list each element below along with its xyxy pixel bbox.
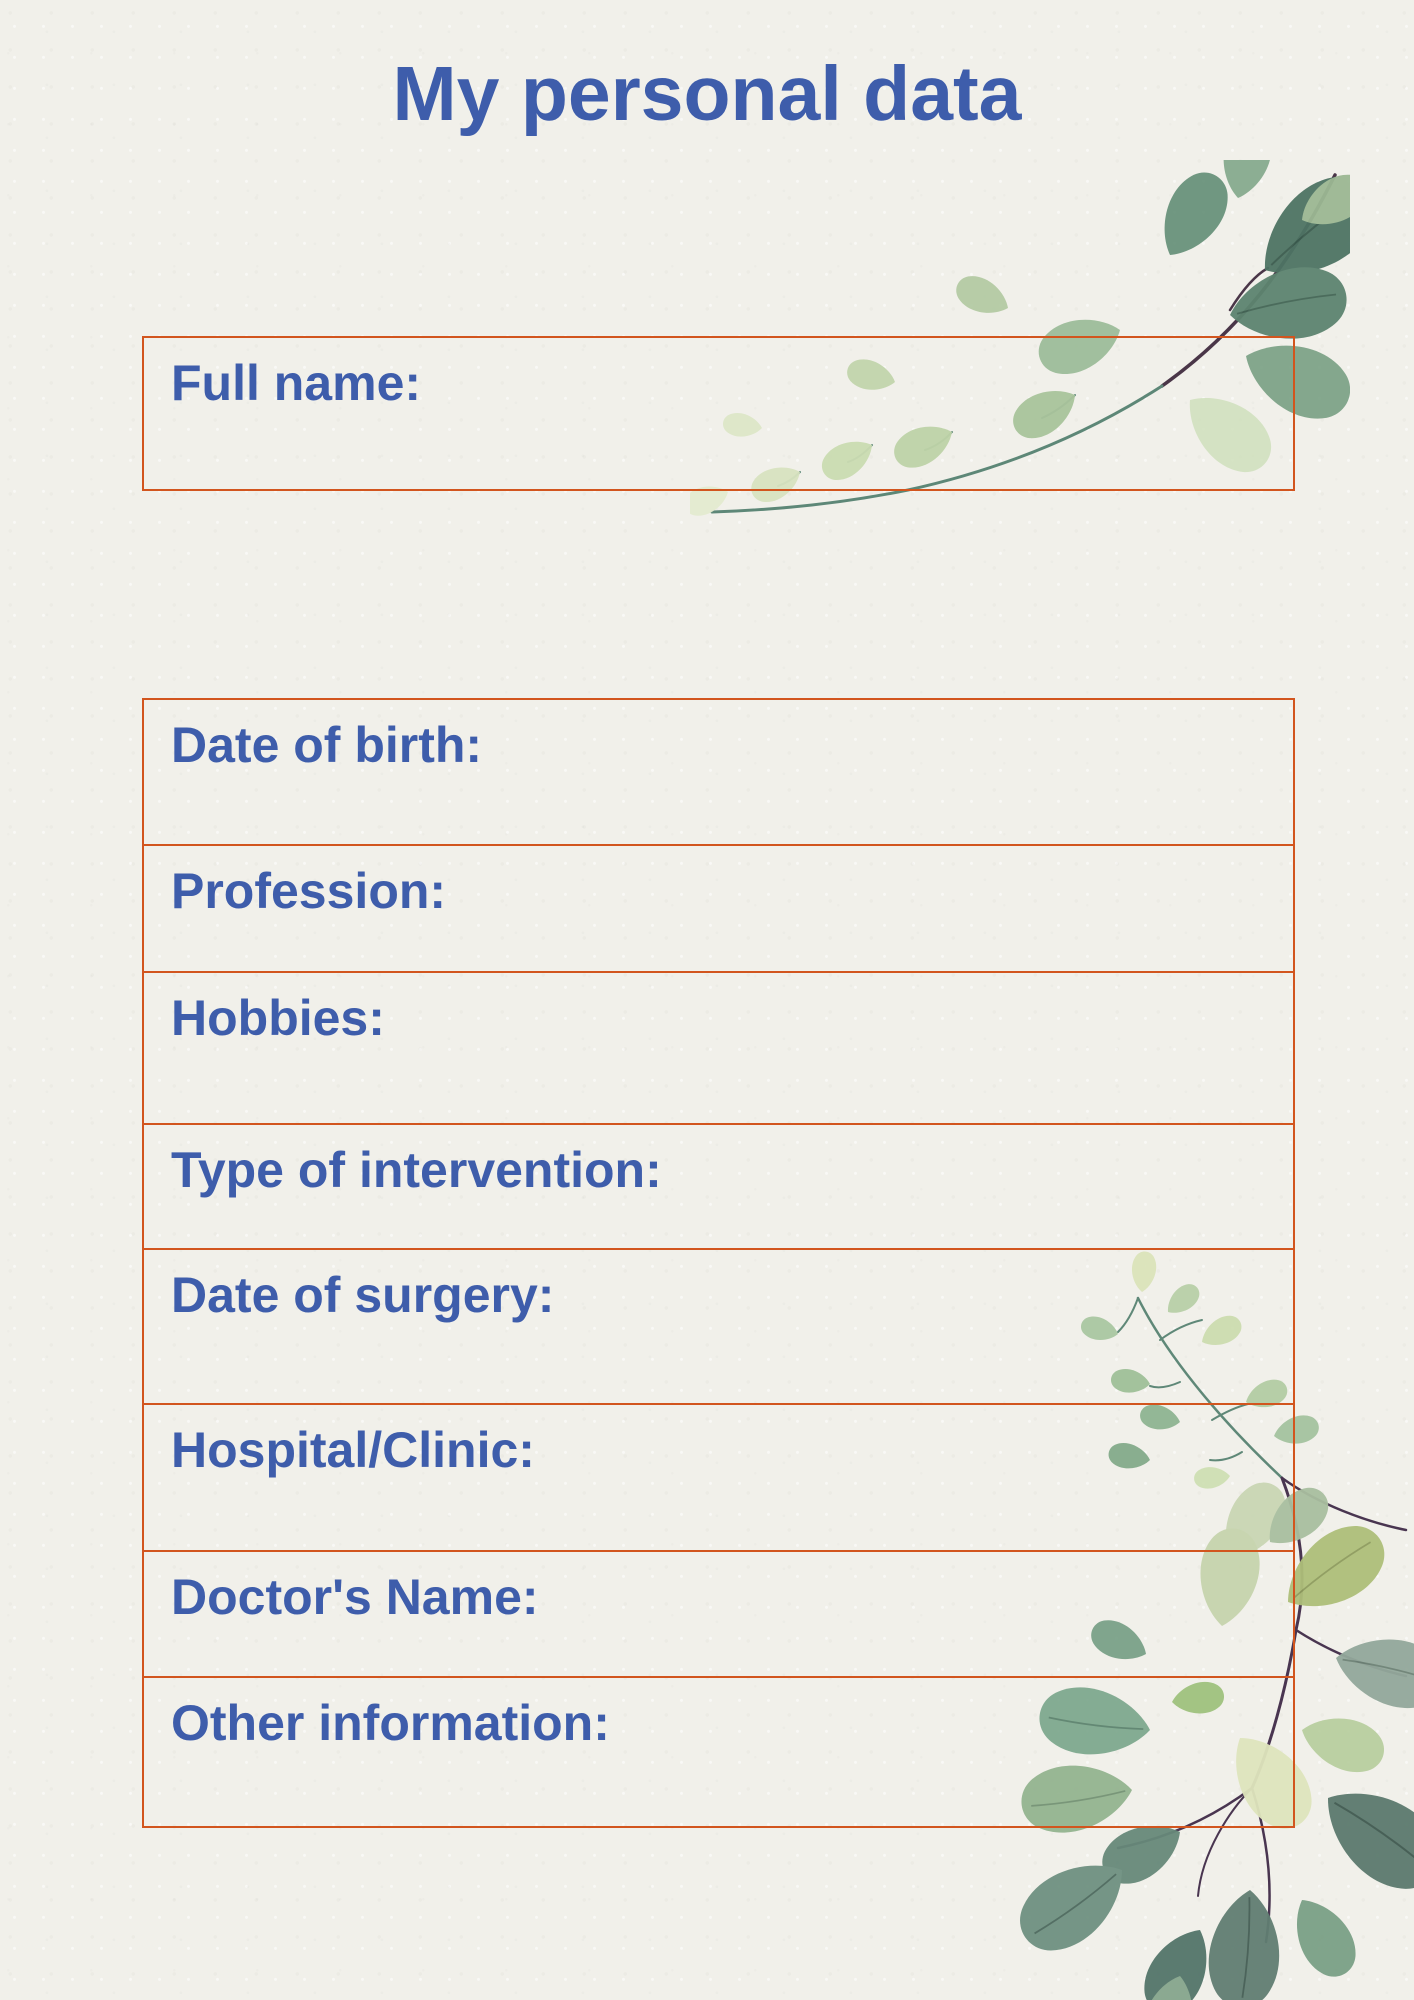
page-title: My personal data <box>392 51 1022 137</box>
field-label: Doctor's Name: <box>171 1569 539 1625</box>
field-row-date-of-surgery[interactable] <box>144 1250 1293 1405</box>
full-name-field[interactable] <box>142 336 1295 491</box>
field-row-hospital-clinic[interactable] <box>144 1405 1293 1552</box>
field-row-hobbies[interactable] <box>144 973 1293 1125</box>
field-row-other-information[interactable] <box>144 1678 1293 1826</box>
field-row-profession[interactable] <box>144 846 1293 973</box>
field-label: Date of birth: <box>171 717 483 773</box>
field-label: Hospital/Clinic: <box>171 1422 535 1478</box>
field-row-doctors-name[interactable] <box>144 1552 1293 1678</box>
field-label: Type of intervention: <box>171 1142 662 1198</box>
field-label: Profession: <box>171 863 447 919</box>
field-row-date-of-birth[interactable] <box>144 700 1293 846</box>
field-row-type-of-intervention[interactable] <box>144 1125 1293 1250</box>
field-label: Date of surgery: <box>171 1267 555 1323</box>
personal-data-table <box>142 698 1295 1828</box>
field-label: Other information: <box>171 1695 610 1751</box>
full-name-label: Full name: <box>171 355 422 411</box>
field-label: Hobbies: <box>171 990 385 1046</box>
